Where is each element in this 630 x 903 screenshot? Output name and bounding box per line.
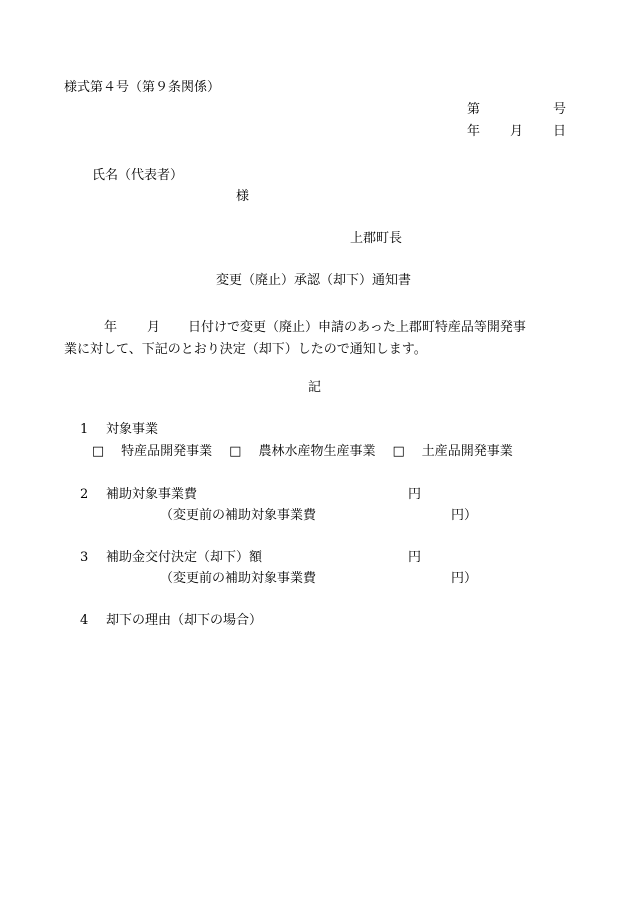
sender-title: 上郡町長 [350, 231, 403, 246]
item3-sub-unit: 円） [451, 571, 478, 586]
item4-number: 4 [80, 613, 89, 628]
item2-sub-label: （変更前の補助対象事業費 [160, 508, 317, 523]
body-paragraph [64, 317, 584, 361]
date-year: 年 [467, 124, 481, 139]
form-number: 様式第４号（第９条関係） [64, 80, 221, 95]
date-month: 月 [510, 124, 524, 139]
addressee-honorific: 様 [236, 189, 250, 204]
body-text-line1: 日付けで変更（廃止）申請のあった上郡町特産品等開発事 [188, 320, 526, 335]
date-day: 日 [553, 124, 567, 139]
item2-number: 2 [80, 487, 89, 502]
number-prefix: 第 [467, 102, 481, 117]
checkbox-icon[interactable]: □ [91, 444, 105, 459]
body-year: 年 [104, 320, 118, 335]
option-label: 特産品開発事業 [121, 444, 213, 459]
item3-sub-label: （変更前の補助対象事業費 [160, 571, 317, 586]
number-suffix: 号 [553, 102, 567, 117]
item1-number: 1 [80, 422, 89, 437]
item1-options [91, 444, 513, 460]
item3-label: 補助金交付決定（却下）額 [106, 550, 263, 565]
item4-label: 却下の理由（却下の場合） [106, 613, 263, 628]
checkbox-icon[interactable]: □ [229, 444, 242, 459]
item2-unit: 円 [408, 487, 422, 502]
option-label: 土産品開発事業 [421, 444, 513, 459]
item2-label: 補助対象事業費 [106, 487, 198, 502]
checkbox-icon[interactable]: □ [392, 444, 405, 459]
item3-unit: 円 [408, 550, 422, 565]
item2-sub-unit: 円） [451, 508, 478, 523]
body-month: 月 [147, 320, 161, 335]
ki-heading: 記 [308, 380, 322, 395]
option-label: 農林水産物生産事業 [258, 444, 376, 459]
item3-number: 3 [80, 550, 89, 565]
item1-label: 対象事業 [106, 422, 159, 437]
document-title: 変更（廃止）承認（却下）通知書 [216, 273, 412, 288]
addressee-name-label: 氏名（代表者） [92, 168, 184, 183]
body-text-line2: 業に対して、下記のとおり決定（却下）したので通知します。 [64, 342, 427, 357]
